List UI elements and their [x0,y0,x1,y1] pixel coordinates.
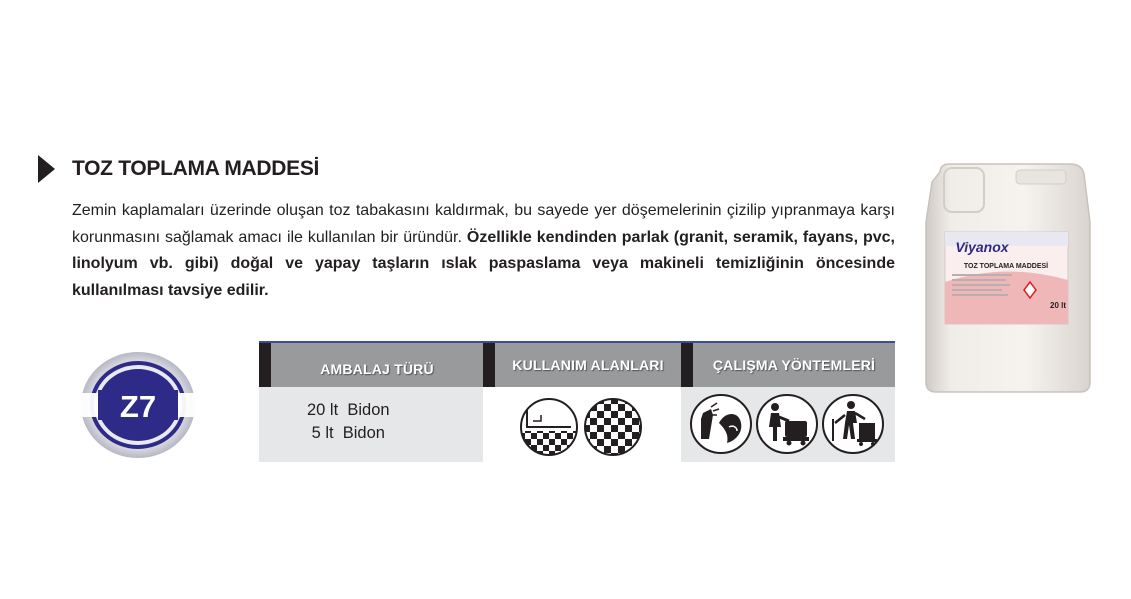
packaging-item: 5 lt Bidon [307,424,385,442]
product-info-table [259,341,895,462]
packaging-cell [259,387,483,462]
label-product-name: TOZ TOPLAMA MADDESİ [963,263,1049,270]
description-text: Zemin kaplamaları üzerinde oluşan toz tabakasını kaldırmak, bu sayede yer döşemelerinin çizilip yıpranmaya karşı korunmasını sağlamak amacı ile kullanılan bir üründür. [72,202,895,246]
product-jerrycan-image [920,162,1100,394]
header-methods-label: ÇALIŞMA YÖNTEMLERİ [712,357,876,373]
usage-cell [483,387,681,462]
badge-code: Z7 [119,389,157,424]
floor-scrubber-machine-icon [755,393,819,455]
header-usage [483,341,681,387]
description-bold-text: Özellikle kendinden parlak (granit, seramik, fayans, pvc, linolyum vb. gibi) doğal ve yapay taşların ıslak paspaslama veya makineli temizliğinin öncesinde kullanılması tavsiye edilir. [72,228,895,299]
packaging-item: 20 lt Bidon [307,401,390,419]
checkered-tile-icon [583,397,643,457]
methods-cell [681,387,895,462]
floor-tile-icon [519,397,579,457]
title-arrow-icon [38,155,55,183]
header-methods [681,341,895,387]
spray-wipe-icon [689,393,753,455]
z7-badge [80,350,200,460]
product-description [72,198,895,304]
header-usage-label: KULLANIM ALANLARI [512,357,664,373]
label-volume: 20 lt [1050,301,1067,310]
header-packaging [259,341,483,387]
cleaning-cart-icon [821,393,885,455]
product-title: TOZ TOPLAMA MADDESİ [72,157,320,180]
header-packaging-label: AMBALAJ TÜRÜ [320,361,434,377]
label-brand: Viyanox [955,239,1009,255]
